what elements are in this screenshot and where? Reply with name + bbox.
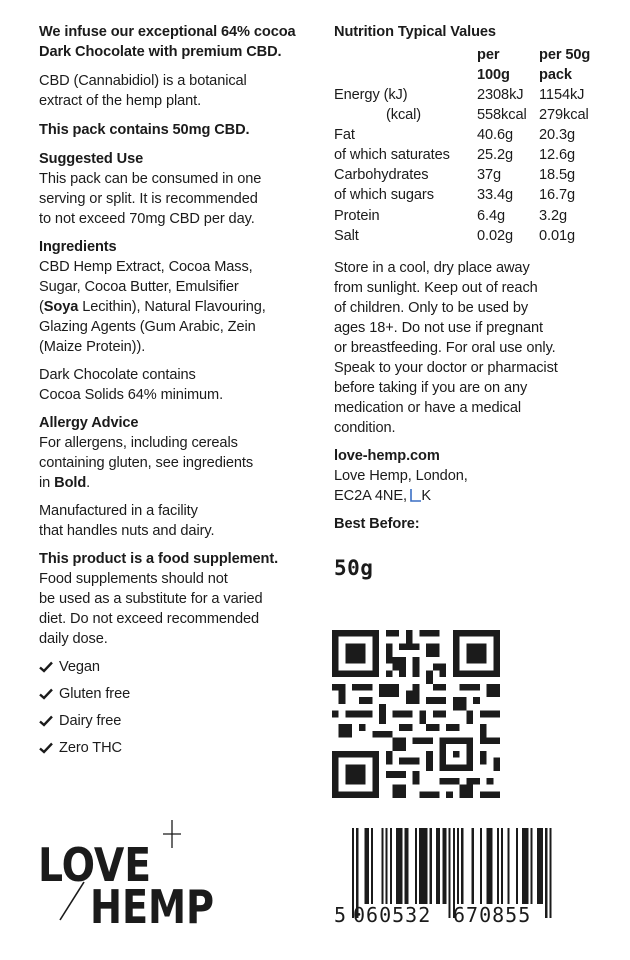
address-country-u	[411, 486, 421, 506]
allergy-line-1: For allergens, including cereals	[39, 435, 238, 451]
net-weight: 50g	[334, 555, 374, 580]
nutrient-label: Protein	[334, 207, 380, 224]
barcode-bar	[541, 828, 543, 904]
allergy-heading: Allergy Advice	[39, 415, 139, 431]
nutrition-header-row	[334, 45, 603, 85]
cbd-description	[39, 71, 309, 111]
storage-line-4: ages 18+. Do not use if pregnant	[334, 319, 543, 336]
intro-text	[39, 22, 309, 62]
right-column	[334, 22, 604, 580]
checkmark-icon	[39, 715, 53, 727]
supplement-line-1: Food supplements should not	[39, 571, 228, 587]
storage-line-6: Speak to your doctor or pharmacist	[334, 359, 558, 376]
nutrient-per50: 1154kJ	[539, 87, 585, 103]
intro-line-1: We infuse our exceptional 64% cocoa	[39, 24, 296, 40]
barcode-bar	[472, 828, 474, 904]
barcode-bar	[507, 828, 509, 904]
barcode-bar	[537, 828, 539, 904]
storage-warning-text	[334, 258, 604, 438]
nutrient-per100: 40.6g	[477, 127, 514, 144]
allergy-line-2: containing gluten, see ingredients	[39, 455, 254, 471]
barcode-first-digit: 5	[334, 903, 348, 927]
claim-label: Vegan	[59, 659, 100, 675]
storage-line-3: of children. Only to be used by	[334, 299, 529, 316]
nutrition-row-carbohydrates	[334, 165, 603, 185]
claim-label: Dairy free	[59, 713, 122, 729]
nutrient-per50: 18.5g	[539, 167, 576, 184]
nutrient-per50: 20.3g	[539, 127, 576, 144]
barcode-bar	[426, 828, 428, 904]
barcode-bar	[400, 828, 402, 904]
supplement-line-2: be used as a substitute for a varied	[39, 591, 263, 607]
header-per50-line1: per 50g	[539, 47, 591, 63]
barcode-bar	[396, 828, 398, 904]
barcode-bar	[491, 828, 493, 904]
ingredients-line-5: (Maize Protein)).	[39, 339, 146, 355]
nutrient-per100: 558kcal	[477, 107, 527, 124]
checkmark-icon	[39, 742, 53, 754]
suggested-use-line-1: This pack can be consumed in one	[39, 171, 262, 187]
barcode-bar	[430, 828, 432, 904]
website: love-hemp.com	[334, 447, 440, 464]
barcode-digits	[332, 902, 562, 928]
barcode-bar	[423, 828, 425, 904]
barcode-bar	[381, 828, 383, 904]
nutrient-label: Energy (kJ)	[334, 87, 408, 103]
barcode-bar	[457, 828, 459, 904]
qr-finder-top-right	[453, 630, 500, 677]
suggested-use-text	[39, 169, 309, 229]
barcode-bar	[436, 828, 438, 904]
checkmark-icon	[39, 688, 53, 700]
barcode-bar	[407, 828, 409, 904]
storage-line-8: medication or have a medical	[334, 399, 522, 416]
checkmark-icon	[39, 661, 53, 673]
nutrient-per100: 25.2g	[477, 147, 514, 164]
intro-line-2: Dark Chocolate with premium CBD.	[39, 44, 282, 60]
allergy-line-3-pre: in	[39, 475, 55, 491]
qr-finder-top-left	[332, 630, 379, 677]
nutrition-header-per100	[477, 45, 539, 85]
supplement-heading: This product is a food supplement.	[39, 551, 279, 567]
nutrition-row-sugars	[334, 185, 603, 205]
allergen-soya: Soya	[43, 299, 79, 315]
claim-vegan	[39, 657, 309, 677]
barcode-bar	[386, 828, 388, 904]
barcode-bar	[524, 828, 526, 904]
barcode-bar	[486, 828, 488, 904]
storage-line-2: from sunlight. Keep out of reach	[334, 279, 538, 296]
barcode-bar	[444, 828, 446, 904]
nutrient-label: (kcal)	[386, 107, 422, 124]
left-column	[39, 22, 309, 765]
suggested-use-line-3: to not exceed 70mg CBD per day.	[39, 211, 255, 227]
claims-list	[39, 657, 309, 758]
nutrient-per100: 0.02g	[477, 227, 514, 244]
nutrient-label: Salt	[334, 227, 359, 244]
nutrient-label: of which saturates	[334, 147, 450, 164]
nutrition-row-energy-kj	[334, 85, 603, 105]
nutrition-header-per50	[539, 45, 603, 85]
nutrition-row-protein	[334, 206, 603, 226]
supplement-text	[39, 569, 309, 649]
claim-dairy-free	[39, 711, 309, 731]
claim-label: Zero THC	[59, 740, 122, 756]
nutrient-per50: 0.01g	[539, 227, 576, 244]
barcode-bar	[415, 828, 417, 904]
logo-graphic	[38, 818, 228, 928]
nutrition-row-fat	[334, 125, 603, 145]
header-per50-line2: pack	[539, 67, 572, 83]
logo-word-hemp: HEMP	[90, 880, 214, 928]
facility-line-1: Manufactured in a facility	[39, 503, 198, 519]
barcode-bar	[497, 828, 499, 904]
barcode-bar	[442, 828, 444, 904]
qr-finder-bottom-left	[332, 751, 379, 798]
storage-line-1: Store in a cool, dry place away	[334, 259, 530, 276]
qr-code	[332, 630, 500, 798]
supplement-line-4: daily dose.	[39, 631, 108, 647]
barcode-bar	[398, 828, 400, 904]
suggested-use-heading: Suggested Use	[39, 151, 144, 167]
barcode-bar	[531, 828, 533, 904]
nutrient-label: Fat	[334, 127, 355, 144]
address	[334, 466, 604, 506]
logo-word-love: LOVE	[38, 838, 151, 892]
nutrition-table	[334, 45, 603, 246]
cocoa-solids-text	[39, 365, 309, 405]
barcode-bar	[480, 828, 482, 904]
cbd-desc-line-2: extract of the hemp plant.	[39, 93, 202, 109]
facility-text	[39, 501, 309, 541]
barcode-bar	[367, 828, 369, 904]
barcode-bar	[489, 828, 491, 904]
barcode-bar	[365, 828, 367, 904]
storage-line-5: or breastfeeding. For oral use only.	[334, 339, 556, 356]
barcode-bar	[438, 828, 440, 904]
best-before-label: Best Before:	[334, 515, 420, 532]
nutrition-header-blank	[334, 45, 477, 85]
barcode-bar	[522, 828, 524, 904]
love-hemp-logo	[38, 818, 228, 928]
nutrient-per50: 279kcal	[539, 107, 589, 124]
nutrient-per50: 12.6g	[539, 147, 576, 164]
ean13-barcode	[332, 828, 562, 930]
barcode-bar	[539, 828, 541, 904]
ingredients-heading: Ingredients	[39, 239, 117, 255]
header-per100-line1: per	[477, 47, 500, 63]
cbd-desc-line-1: CBD (Cannabidiol) is a botanical	[39, 73, 247, 89]
barcode-bar	[526, 828, 528, 904]
suggested-use-line-2: serving or split. It is recommended	[39, 191, 258, 207]
ingredients-line-1: CBD Hemp Extract, Cocoa Mass,	[39, 259, 253, 275]
nutrient-per100: 2308kJ	[477, 87, 524, 103]
allergy-line-3-post: .	[86, 475, 91, 491]
ingredients-line-3-post: Lecithin), Natural Flavouring,	[78, 299, 266, 315]
claim-gluten-free	[39, 684, 309, 704]
cocoa-solids-line-1: Dark Chocolate contains	[39, 367, 196, 383]
allergy-text	[39, 433, 309, 493]
nutrient-per100: 33.4g	[477, 187, 514, 204]
nutrient-per50: 3.2g	[539, 207, 568, 224]
barcode-right-digits: 670855	[453, 903, 532, 927]
ingredients-line-2: Sugar, Cocoa Butter, Emulsifier	[39, 279, 239, 295]
address-line-2: EC2A 4NE,	[334, 487, 411, 504]
storage-line-9: condition.	[334, 419, 396, 436]
facility-line-2: that handles nuts and dairy.	[39, 523, 215, 539]
nutrient-per100: 6.4g	[477, 207, 506, 224]
allergy-bold-word: Bold	[54, 475, 87, 491]
qr-alignment	[440, 738, 474, 772]
nutrient-per50: 16.7g	[539, 187, 576, 204]
pack-contains: This pack contains 50mg CBD.	[39, 122, 250, 138]
nutrition-row-saturates	[334, 145, 603, 165]
claim-zero-thc	[39, 738, 309, 758]
nutrient-per100: 37g	[477, 167, 502, 184]
storage-line-7: before taking if you are on any	[334, 379, 528, 396]
cocoa-solids-line-2: Cocoa Solids 64% minimum.	[39, 387, 224, 403]
barcode-bar	[516, 828, 518, 904]
barcode-bar	[501, 828, 503, 904]
address-country-k: K	[421, 487, 431, 504]
claim-label: Gluten free	[59, 686, 131, 702]
barcode-bar	[390, 828, 392, 904]
ingredients-line-4: Glazing Agents (Gum Arabic, Zein	[39, 319, 256, 335]
barcode-bar	[405, 828, 407, 904]
ingredients-line-3-pre: (	[39, 299, 44, 315]
barcode-bar	[419, 828, 421, 904]
header-per100-line2: 100g	[477, 67, 510, 83]
nutrition-row-salt	[334, 226, 603, 246]
barcode-bar	[371, 828, 373, 904]
address-line-1: Love Hemp, London,	[334, 467, 468, 484]
ingredients-text	[39, 257, 309, 357]
nutrient-label: Carbohydrates	[334, 167, 429, 184]
nutrient-label: of which sugars	[334, 187, 434, 204]
supplement-line-3: diet. Do not exceed recommended	[39, 611, 259, 627]
nutrition-heading: Nutrition Typical Values	[334, 24, 496, 40]
nutrition-row-energy-kcal	[334, 105, 603, 125]
barcode-bar	[421, 828, 423, 904]
barcode-left-digits: 060532	[353, 903, 432, 927]
barcode-bar	[461, 828, 463, 904]
